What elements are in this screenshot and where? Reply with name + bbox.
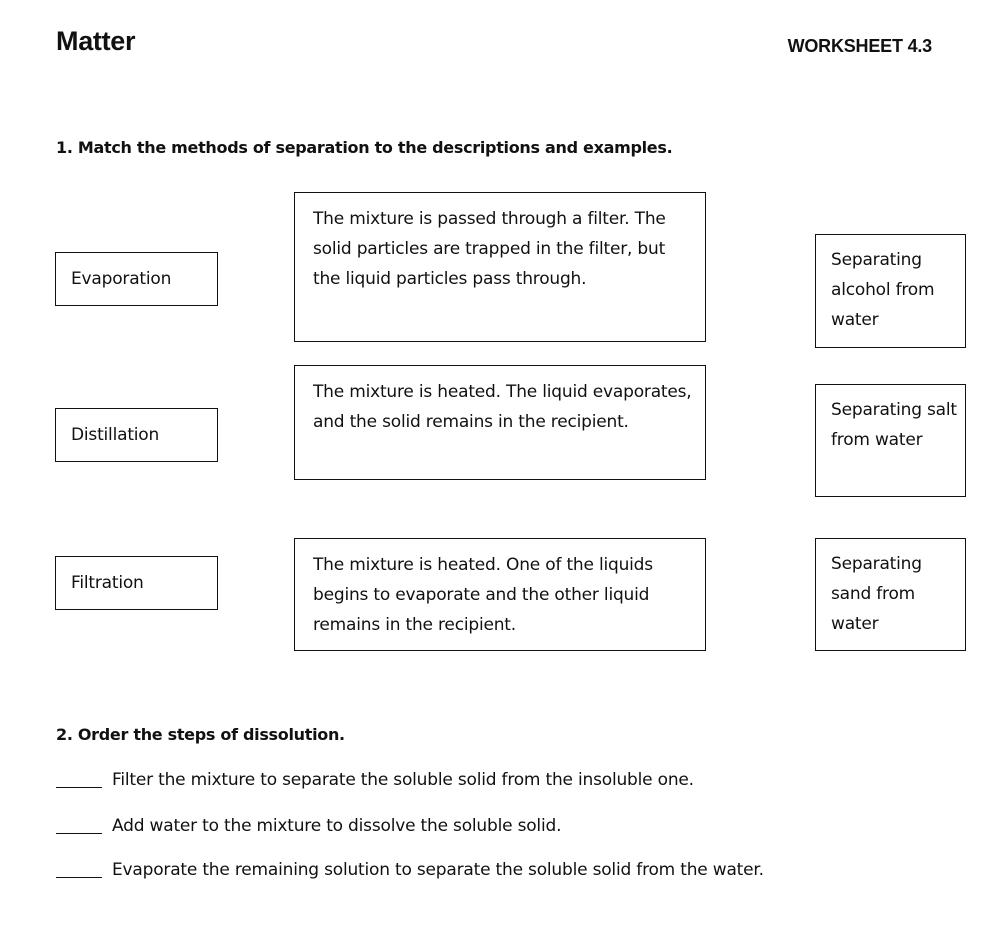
method-label: Filtration <box>71 573 144 593</box>
example-text: Separating sand from water <box>831 554 922 634</box>
question-1-heading: 1. Match the methods of separation to the descriptions and examples. <box>56 138 673 157</box>
step-item-1 <box>56 770 694 790</box>
example-box-2[interactable] <box>815 384 966 497</box>
step-text: Evaporate the remaining solution to separate the soluble solid from the water. <box>112 860 764 880</box>
step-text: Filter the mixture to separate the soluble solid from the insoluble one. <box>112 770 694 790</box>
answer-blank[interactable] <box>56 787 102 788</box>
worksheet-code: WORKSHEET 4.3 <box>787 36 932 56</box>
method-box-filtration[interactable] <box>55 556 218 610</box>
example-box-1[interactable] <box>815 234 966 348</box>
step-text: Add water to the mixture to dissolve the soluble solid. <box>112 816 562 836</box>
description-text: The mixture is heated. The liquid evaporates, and the solid remains in the recipient. <box>313 382 692 432</box>
example-text: Separating salt from water <box>831 400 957 450</box>
question-2-heading: 2. Order the steps of dissolution. <box>56 725 345 744</box>
example-text: Separating alcohol from water <box>831 250 935 330</box>
method-box-distillation[interactable] <box>55 408 218 462</box>
description-text: The mixture is passed through a filter. The solid particles are trapped in the filter, but the liquid particles pass through. <box>313 209 666 289</box>
description-box-3[interactable] <box>294 538 706 651</box>
step-item-3 <box>56 860 764 880</box>
step-item-2 <box>56 816 561 836</box>
answer-blank[interactable] <box>56 833 102 834</box>
description-box-1[interactable] <box>294 192 706 342</box>
answer-blank[interactable] <box>56 877 102 878</box>
method-label: Distillation <box>71 425 160 445</box>
description-box-2[interactable] <box>294 365 706 480</box>
example-box-3[interactable] <box>815 538 966 651</box>
method-label: Evaporation <box>71 269 172 289</box>
description-text: The mixture is heated. One of the liquids begins to evaporate and the other liquid remains in the recipient. <box>313 555 653 635</box>
page-title: Matter <box>56 26 136 56</box>
method-box-evaporation[interactable] <box>55 252 218 306</box>
